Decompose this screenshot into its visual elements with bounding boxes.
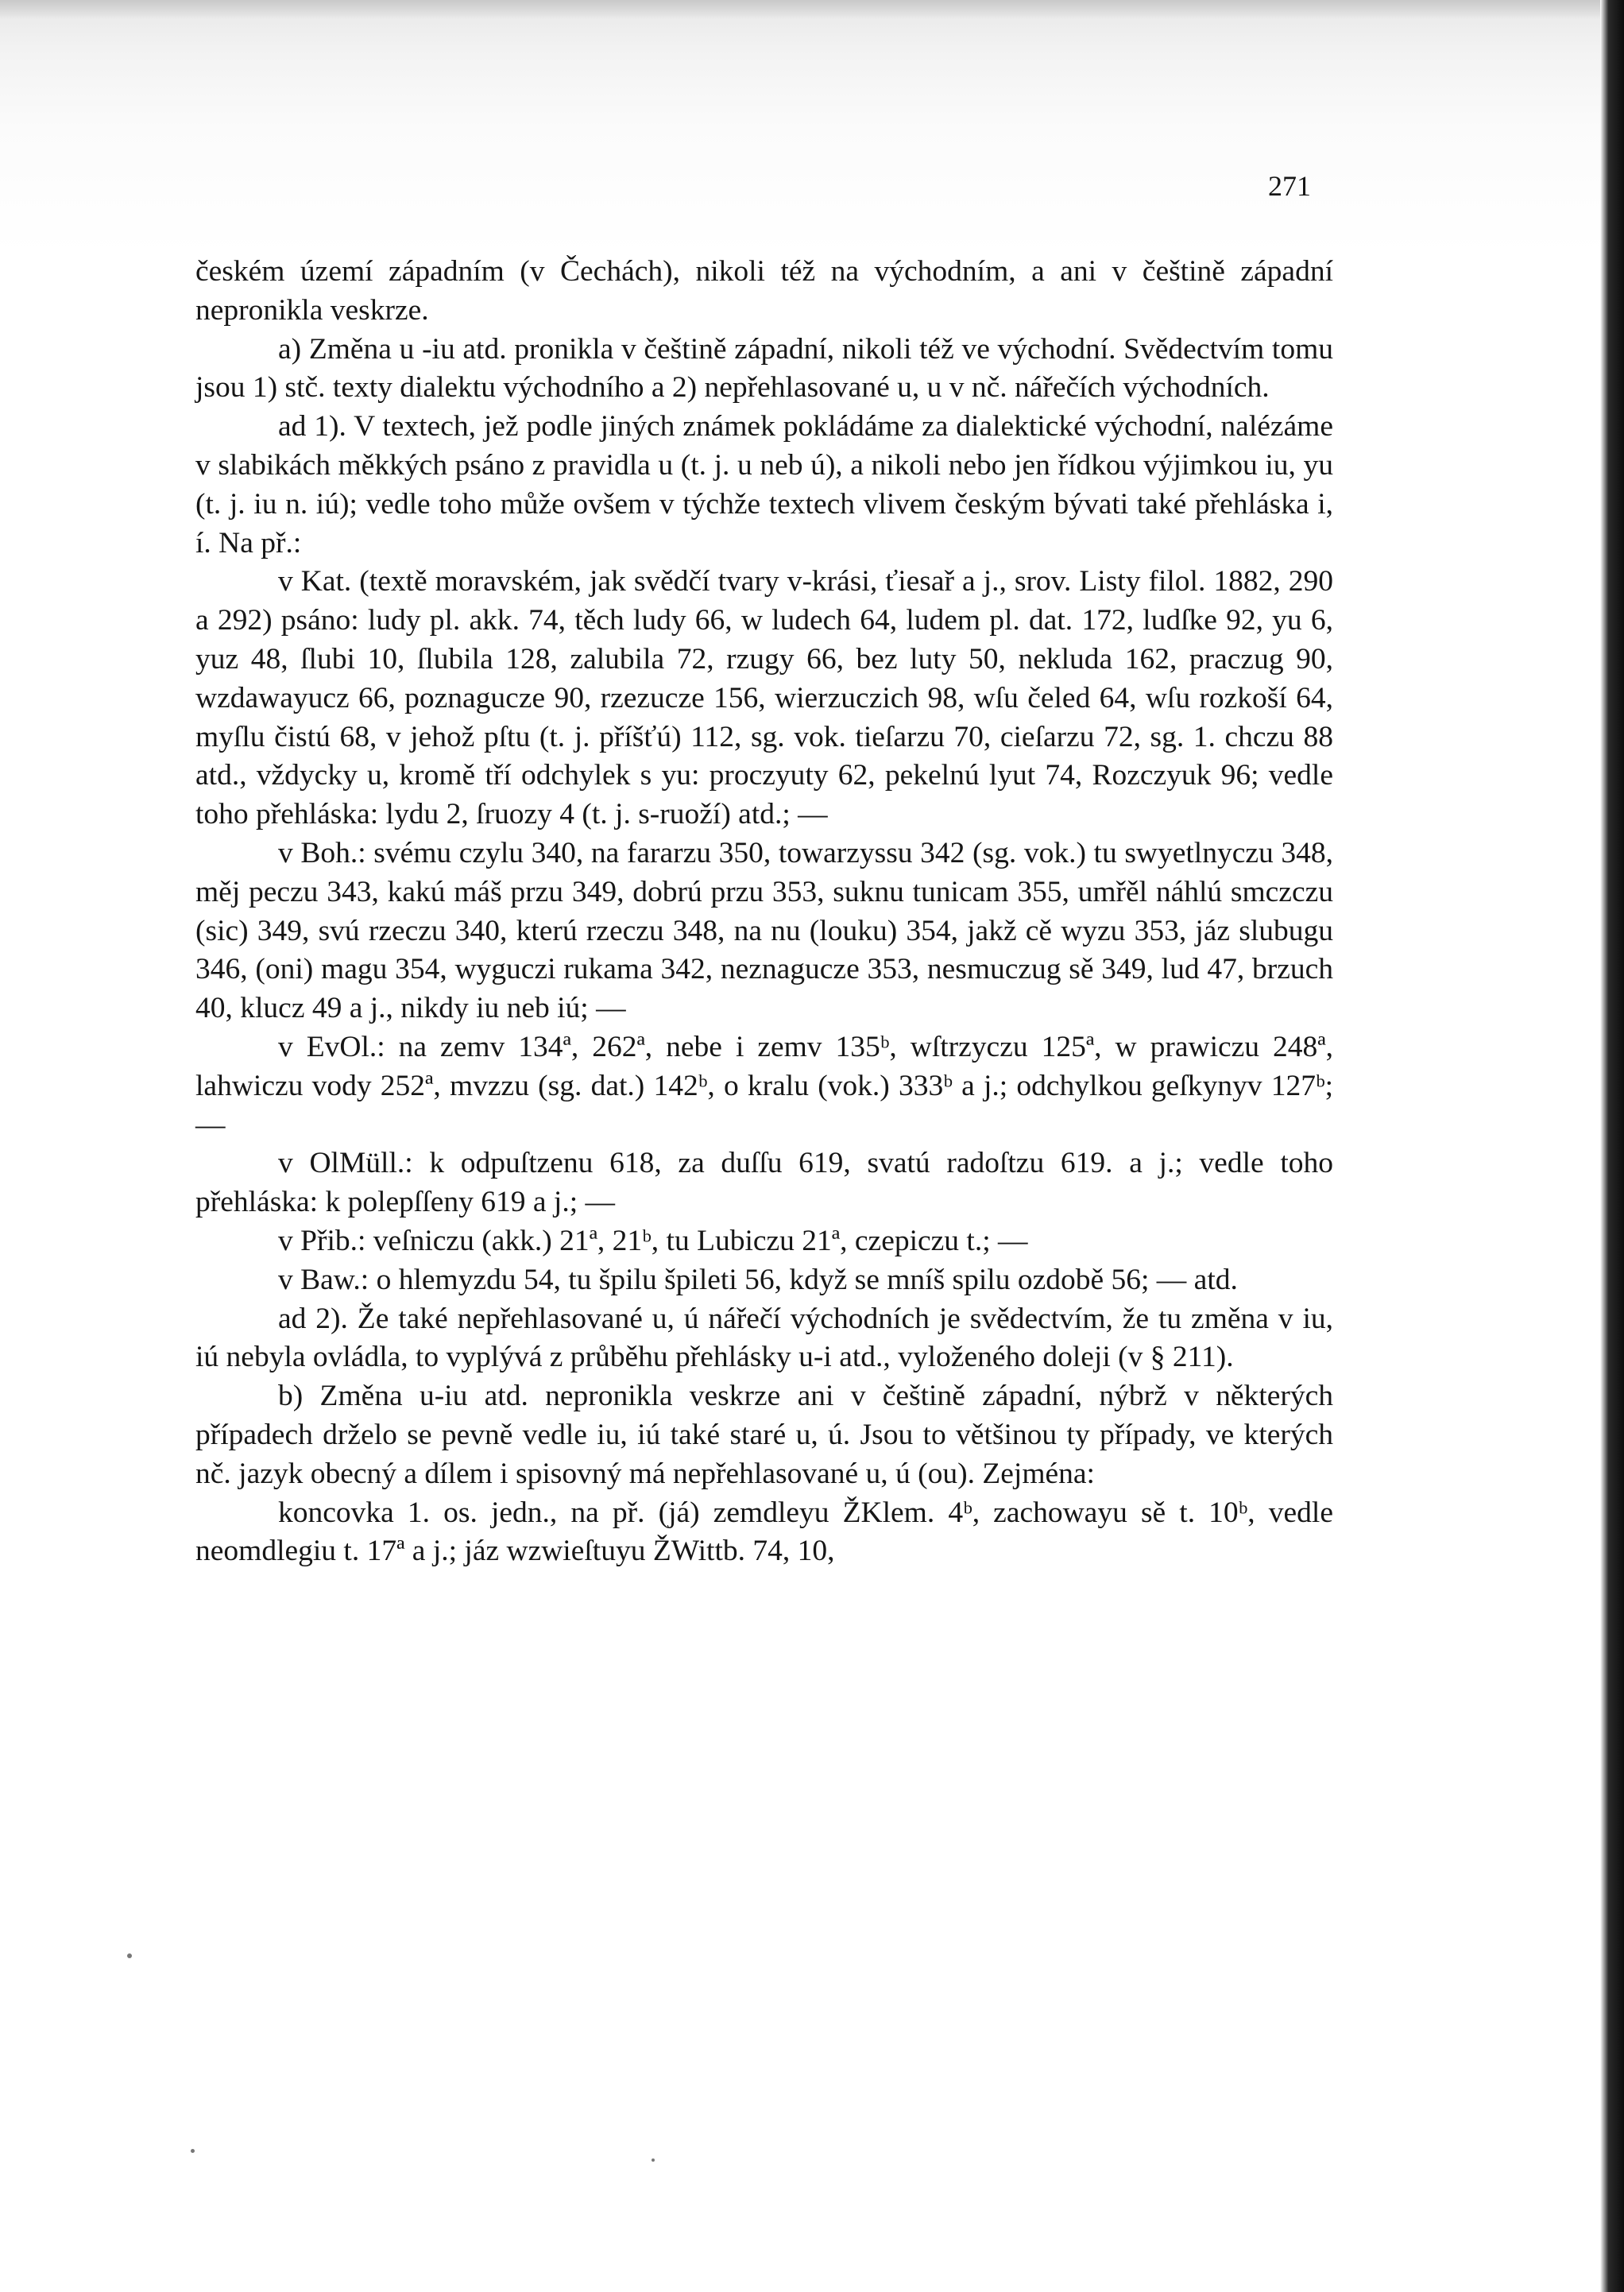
paragraph-evol: v EvOl.: na zemv 134ª, 262ª, nebe i zemv 135ᵇ, wſtrzyczu 125ª, w prawiczu 248ª, lahwiczu vody 252ª, mvzzu (sg. dat.) 142ᵇ, o kralu (vok.) 333ᵇ a j.; odchylkou geſkynyv 127ᵇ; — [195, 1030, 1333, 1141]
paragraph-baw: v Baw.: o hlemyzdu 54, tu špilu špileti 56, když se mníš spilu ozdobě 56; — atd. [278, 1263, 1238, 1296]
page-number: 271 [1268, 170, 1311, 202]
paragraph-ad-2: ad 2). Že také nepřehlasované u, ú nářečí východních je svědectvím, že tu změna v iu, iú nebyla ovládla, to vyplývá z průběhu přehlásky u-i atd., vyloženého doleji (v § 211). [195, 1302, 1333, 1374]
paragraph-continuation: českém území západním (v Čechách), nikoli též na východním, a ani v češtině západní nepronikla veskrze. [195, 255, 1333, 327]
scan-right-edge [1600, 0, 1624, 2292]
scan-speck [191, 2149, 195, 2153]
paragraph-ad-1: ad 1). V textech, jež podle jiných známek pokládáme za dialektické východní, nalézáme v slabikách měkkých psáno z pravidla u (t. j. u neb ú), a nikoli nebo jen řídkou výjimkou iu, yu (t. j. iu n. iú); vedle toho může ovšem v týchže textech vlivem českým bývati také přehláska i, í. Na př.: [195, 410, 1333, 559]
paragraph-kat: v Kat. (textě moravském, jak svědčí tvary v-krási, ťiesař a j., srov. Listy filol. 1882, 290 a 292) psáno: ludy pl. akk. 74, těch ludy 66, w ludech 64, ludem pl. dat. 172, ludſke 92, yu 6, yuz 48, ſlubi 10, ſlubila 128, zalubila 72, rzugy 66, bez luty 50, nekluda 162, praczug 90, wzdawayucz 66, poznagucze 90, rzezucze 156, wierzuczich 98, wſu čeled 64, wſu rozkoší 64, myſlu čistú 68, v jehož pſtu (t. j. příšťú) 112, sg. vok. tieſarzu 70, cieſarzu 72, sg. 1. chczu 88 atd., vždycky u, kromě tří odchylek s yu: proczyuty 62, pekelnú lyut 74, Rozczyuk 96; vedle toho přehláska: lydu 2, ſruozy 4 (t. j. s-ruoží) atd.; — [195, 565, 1333, 831]
paragraph-a-change-u-iu: a) Změna u -iu atd. pronikla v češtině západní, nikoli též ve východní. Svědectvím tomu jsou 1) stč. texty dialektu východního a 2) nepřehlasované u, u v nč. nářečích východních. [195, 332, 1333, 405]
paragraph-b-change-u-iu: b) Změna u-iu atd. nepronikla veskrze ani v češtině západní, nýbrž v některých případech drželo se pevně vedle iu, iú také staré u, ú. Jsou to většinou ty případy, ve kterých nč. jazyk obecný a dílem i spisovný má nepřehlasované u, ú (ou). Zejména: [195, 1380, 1333, 1490]
scan-top-shadow [0, 0, 1624, 19]
body-text [195, 253, 1333, 1571]
paragraph-boh: v Boh.: svému czylu 340, na fararzu 350, towarzyssu 342 (sg. vok.) tu swyetlnyczu 348, měj peczu 343, kakú máš przu 349, dobrú przu 353, suknu tunicam 355, umřěl náhlú smczczu (sic) 349, svú rzeczu 340, kterú rzeczu 348, na nu (louku) 354, jakž cě wyzu 353, jáz slubugu 346, (oni) magu 354, wyguczi rukama 342, neznagucze 353, nesmuczug sě 349, lud 47, brzuch 40, klucz 49 a j., nikdy iu neb iú; — [195, 836, 1333, 1025]
scan-speck [652, 2158, 655, 2162]
paragraph-prib: v Přib.: veſniczu (akk.) 21ª, 21ᵇ, tu Lubiczu 21ª, czepiczu t.; — [278, 1224, 1028, 1257]
paragraph-koncovka: koncovka 1. os. jedn., na př. (já) zemdleyu ŽKlem. 4ᵇ, zachowayu sě t. 10ᵇ, vedle neomdlegiu t. 17ª a j.; jáz wzwieſtuyu ŽWittb. 74, 10, [195, 1496, 1333, 1568]
scan-speck [127, 1953, 132, 1958]
paragraph-olmull: v OlMüll.: k odpuſtzenu 618, za duſſu 619, svatú radoſtzu 619. a j.; vedle toho přehláska: k polepſſeny 619 a j.; — [195, 1147, 1333, 1219]
